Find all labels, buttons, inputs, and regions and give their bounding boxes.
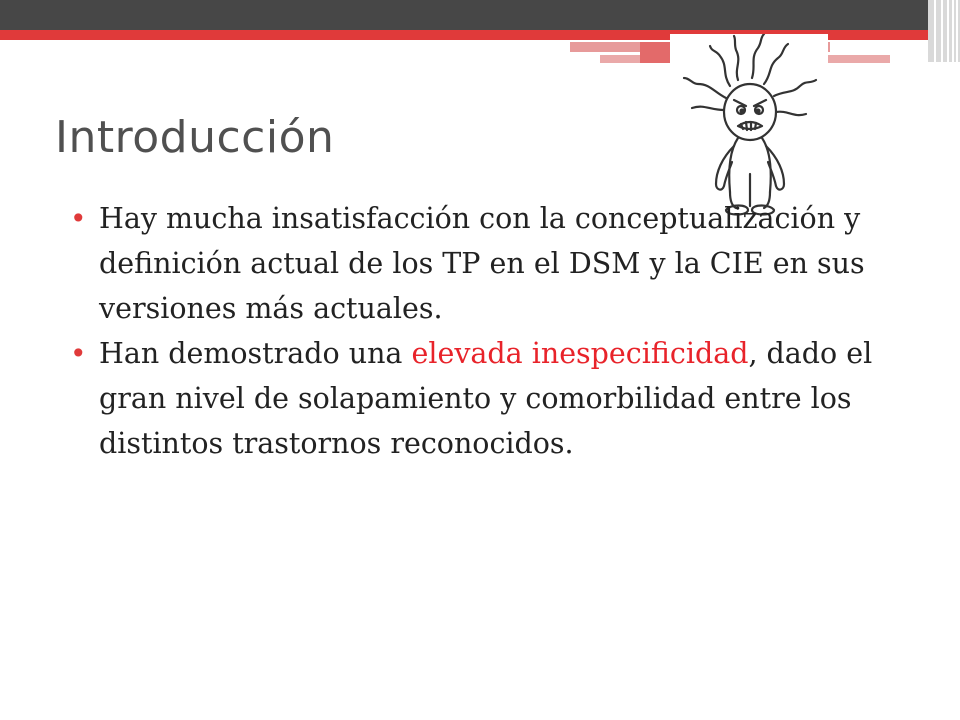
bullet-text-after: , dado el gran nivel de solapamiento y comorbilidad entre los distintos trastornos reconocidos. bbox=[99, 337, 873, 460]
bullet-list bbox=[70, 196, 880, 466]
corner-stripes bbox=[928, 0, 960, 62]
bullet-text-before: Han demostrado una bbox=[99, 337, 412, 370]
highlighted-text: elevada inespecificidad bbox=[411, 337, 749, 370]
accent-block bbox=[640, 42, 670, 63]
frustrated-cartoon-person-icon bbox=[670, 34, 828, 220]
list-item bbox=[70, 331, 880, 466]
top-bar bbox=[0, 0, 960, 30]
slide-title: Introducción bbox=[55, 112, 335, 163]
bullet-marker: • bbox=[70, 202, 87, 235]
bullet-text: Hay mucha insatisfacción con la conceptualización y definición actual de los TP en el DSM y la CIE en sus versiones más actuales. bbox=[99, 202, 865, 325]
bullet-marker: • bbox=[70, 337, 87, 370]
list-item bbox=[70, 196, 880, 331]
